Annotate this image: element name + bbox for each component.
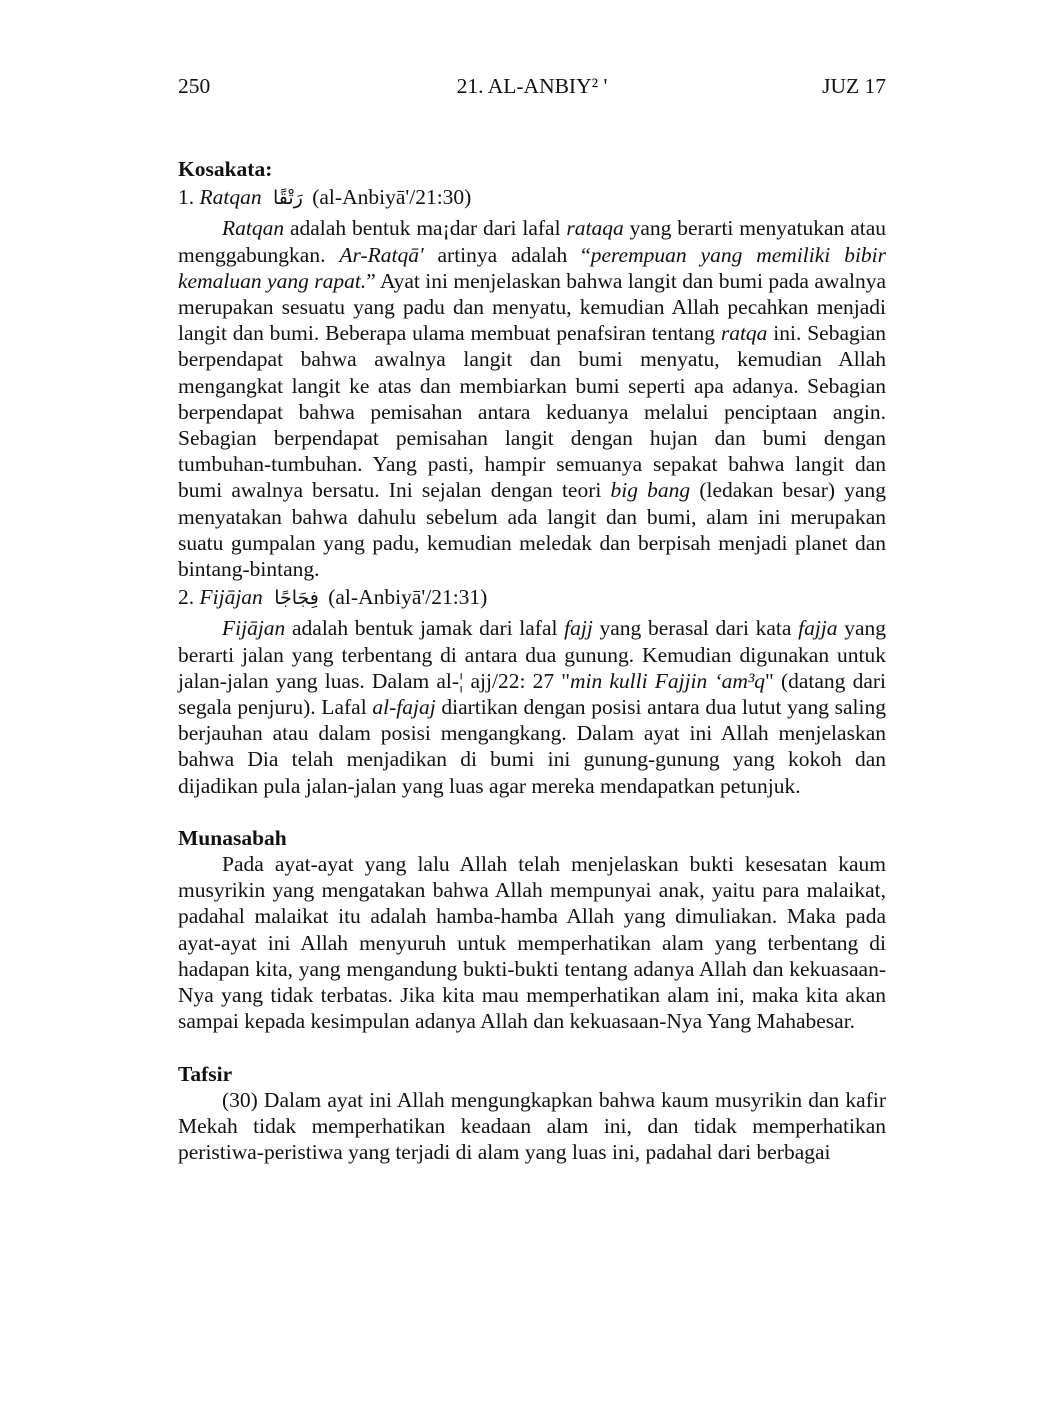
entry-term: Fijājan [199, 585, 263, 610]
entry-number: 1. [178, 185, 195, 210]
entry-number: 2. [178, 585, 195, 610]
text-run: yang berasal dari kata [592, 616, 799, 641]
chapter-title: 21. AL-ANBIY² ' [456, 74, 608, 98]
italic-run: big bang [610, 478, 691, 503]
tafsir-paragraph: (30) Dalam ayat ini Allah mengungkapkan bahwa kaum musyrikin dan kafir Mekah tidak memperhatikan keadaan alam ini, dan tidak memperhatikan peristiwa-peristiwa yang terjadi di alam yang luas ini, padahal dari berbagai [178, 1087, 886, 1165]
italic-run: ratqa [720, 321, 768, 346]
italic-run: min kulli Fajjin ‘am³q [569, 668, 766, 693]
italic-run: perempuan yang memiliki bibir kemaluan yang rapat. [178, 242, 887, 293]
tafsir-heading: Tafsir [178, 1061, 233, 1086]
italic-run: fajj [564, 616, 593, 641]
kosakata-heading: Kosakata: [178, 157, 273, 181]
arabic-word: فِجَاجًا [274, 587, 319, 610]
italic-run: Fijājan [222, 616, 286, 641]
italic-run: Ratqan [222, 216, 285, 241]
vocab-entry-1-title [178, 184, 886, 211]
text-run: artinya adalah “ [423, 242, 591, 267]
text-run: " (datang dari segala penjuru). Lafal [178, 668, 886, 720]
verse-reference: (al-Anbiyā'/21:30) [312, 185, 472, 210]
text-run: adalah bentuk ma¡dar dari lafal [284, 216, 567, 241]
verse-reference: (al-Anbiyā'/21:31) [328, 585, 488, 610]
page-body [178, 156, 886, 1165]
entry-term: Ratqan [199, 185, 262, 210]
italic-run: fajja [798, 616, 838, 641]
italic-run: Ar-Ratqā' [339, 242, 424, 267]
text-run: ini. Sebagian berpendapat bahwa awalnya langit dan bumi menyatu, kemudian Allah mengangkat langit ke atas dan membiarkan bumi seperti apa adanya. Sebagian berpendapat bahwa pemisahan antara keduanya melalui penciptaan angin. Sebagian berpendapat pemisahan langit dengan hujan dan bumi dengan tumbuhan-tumbuhan. Yang pasti, hampir semuanya sepakat bahwa langit dan bumi awalnya bersatu. Ini sejalan dengan teori [178, 321, 886, 503]
text-run: yang berarti menyatukan atau menggabungkan. [178, 216, 886, 267]
vocab-entry-1-paragraph [178, 215, 886, 582]
vocab-entry-2-title [178, 584, 886, 611]
text-run: (ledakan besar) yang menyatakan bahwa dahulu sebelum ada langit dan bumi, alam ini merupakan suatu gumpalan yang padu, kemudian meledak dan berpisah menjadi planet dan bintang-bintang. [178, 478, 886, 582]
text-run: ” Ayat ini menjelaskan bahwa langit dan bumi pada awalnya merupakan sesuatu yang padu dan menyatu, kemudian Allah pecahkan menjadi langit dan bumi. Beberapa ulama membuat penafsiran tentang [178, 268, 887, 346]
arabic-word: رَتْقًا [272, 187, 303, 210]
munasabah-paragraph: Pada ayat-ayat yang lalu Allah telah menjelaskan bukti kesesatan kaum musyrikin yang mengatakan bahwa Allah mempunyai anak, yaitu para malaikat, padahal malaikat itu adalah hamba-hamba Allah yang dimuliakan. Maka pada ayat-ayat ini Allah menyuruh untuk memperhatikan alam yang terbentang di hadapan kita, yang mengandung bukti-bukti tentang adanya Allah dan kekuasaan-Nya yang tidak terbatas. Jika kita mau memperhatikan alam ini, maka kita akan sampai kepada kesimpulan adanya Allah dan kekuasaan-Nya Yang Mahabesar. [178, 852, 886, 1034]
vocab-entry-2-paragraph [178, 615, 886, 798]
italic-run: rataqa [566, 216, 624, 241]
running-header [178, 74, 886, 102]
italic-run: al-fajaj [372, 695, 436, 720]
text-run: diartikan dengan posisi antara dua lutut yang saling berjauhan atau dalam posisi mengangkang. Dalam ayat ini Allah menjelaskan bahwa Dia telah menjadikan di bumi ini gunung-gunung yang kokoh dan dijadikan pula jalan-jalan yang luas agar mereka mendapatkan petunjuk. [178, 695, 886, 798]
text-run: yang berarti jalan yang terbentang di antara dua gunung. Kemudian digunakan untuk jalan-jalan yang luas. Dalam al-¦ ajj/22: 27 " [178, 616, 886, 693]
page-number: 250 [178, 74, 211, 98]
text-run: adalah bentuk jamak dari lafal [285, 616, 565, 641]
juz-label: JUZ 17 [822, 74, 886, 98]
munasabah-heading: Munasabah [178, 825, 287, 850]
